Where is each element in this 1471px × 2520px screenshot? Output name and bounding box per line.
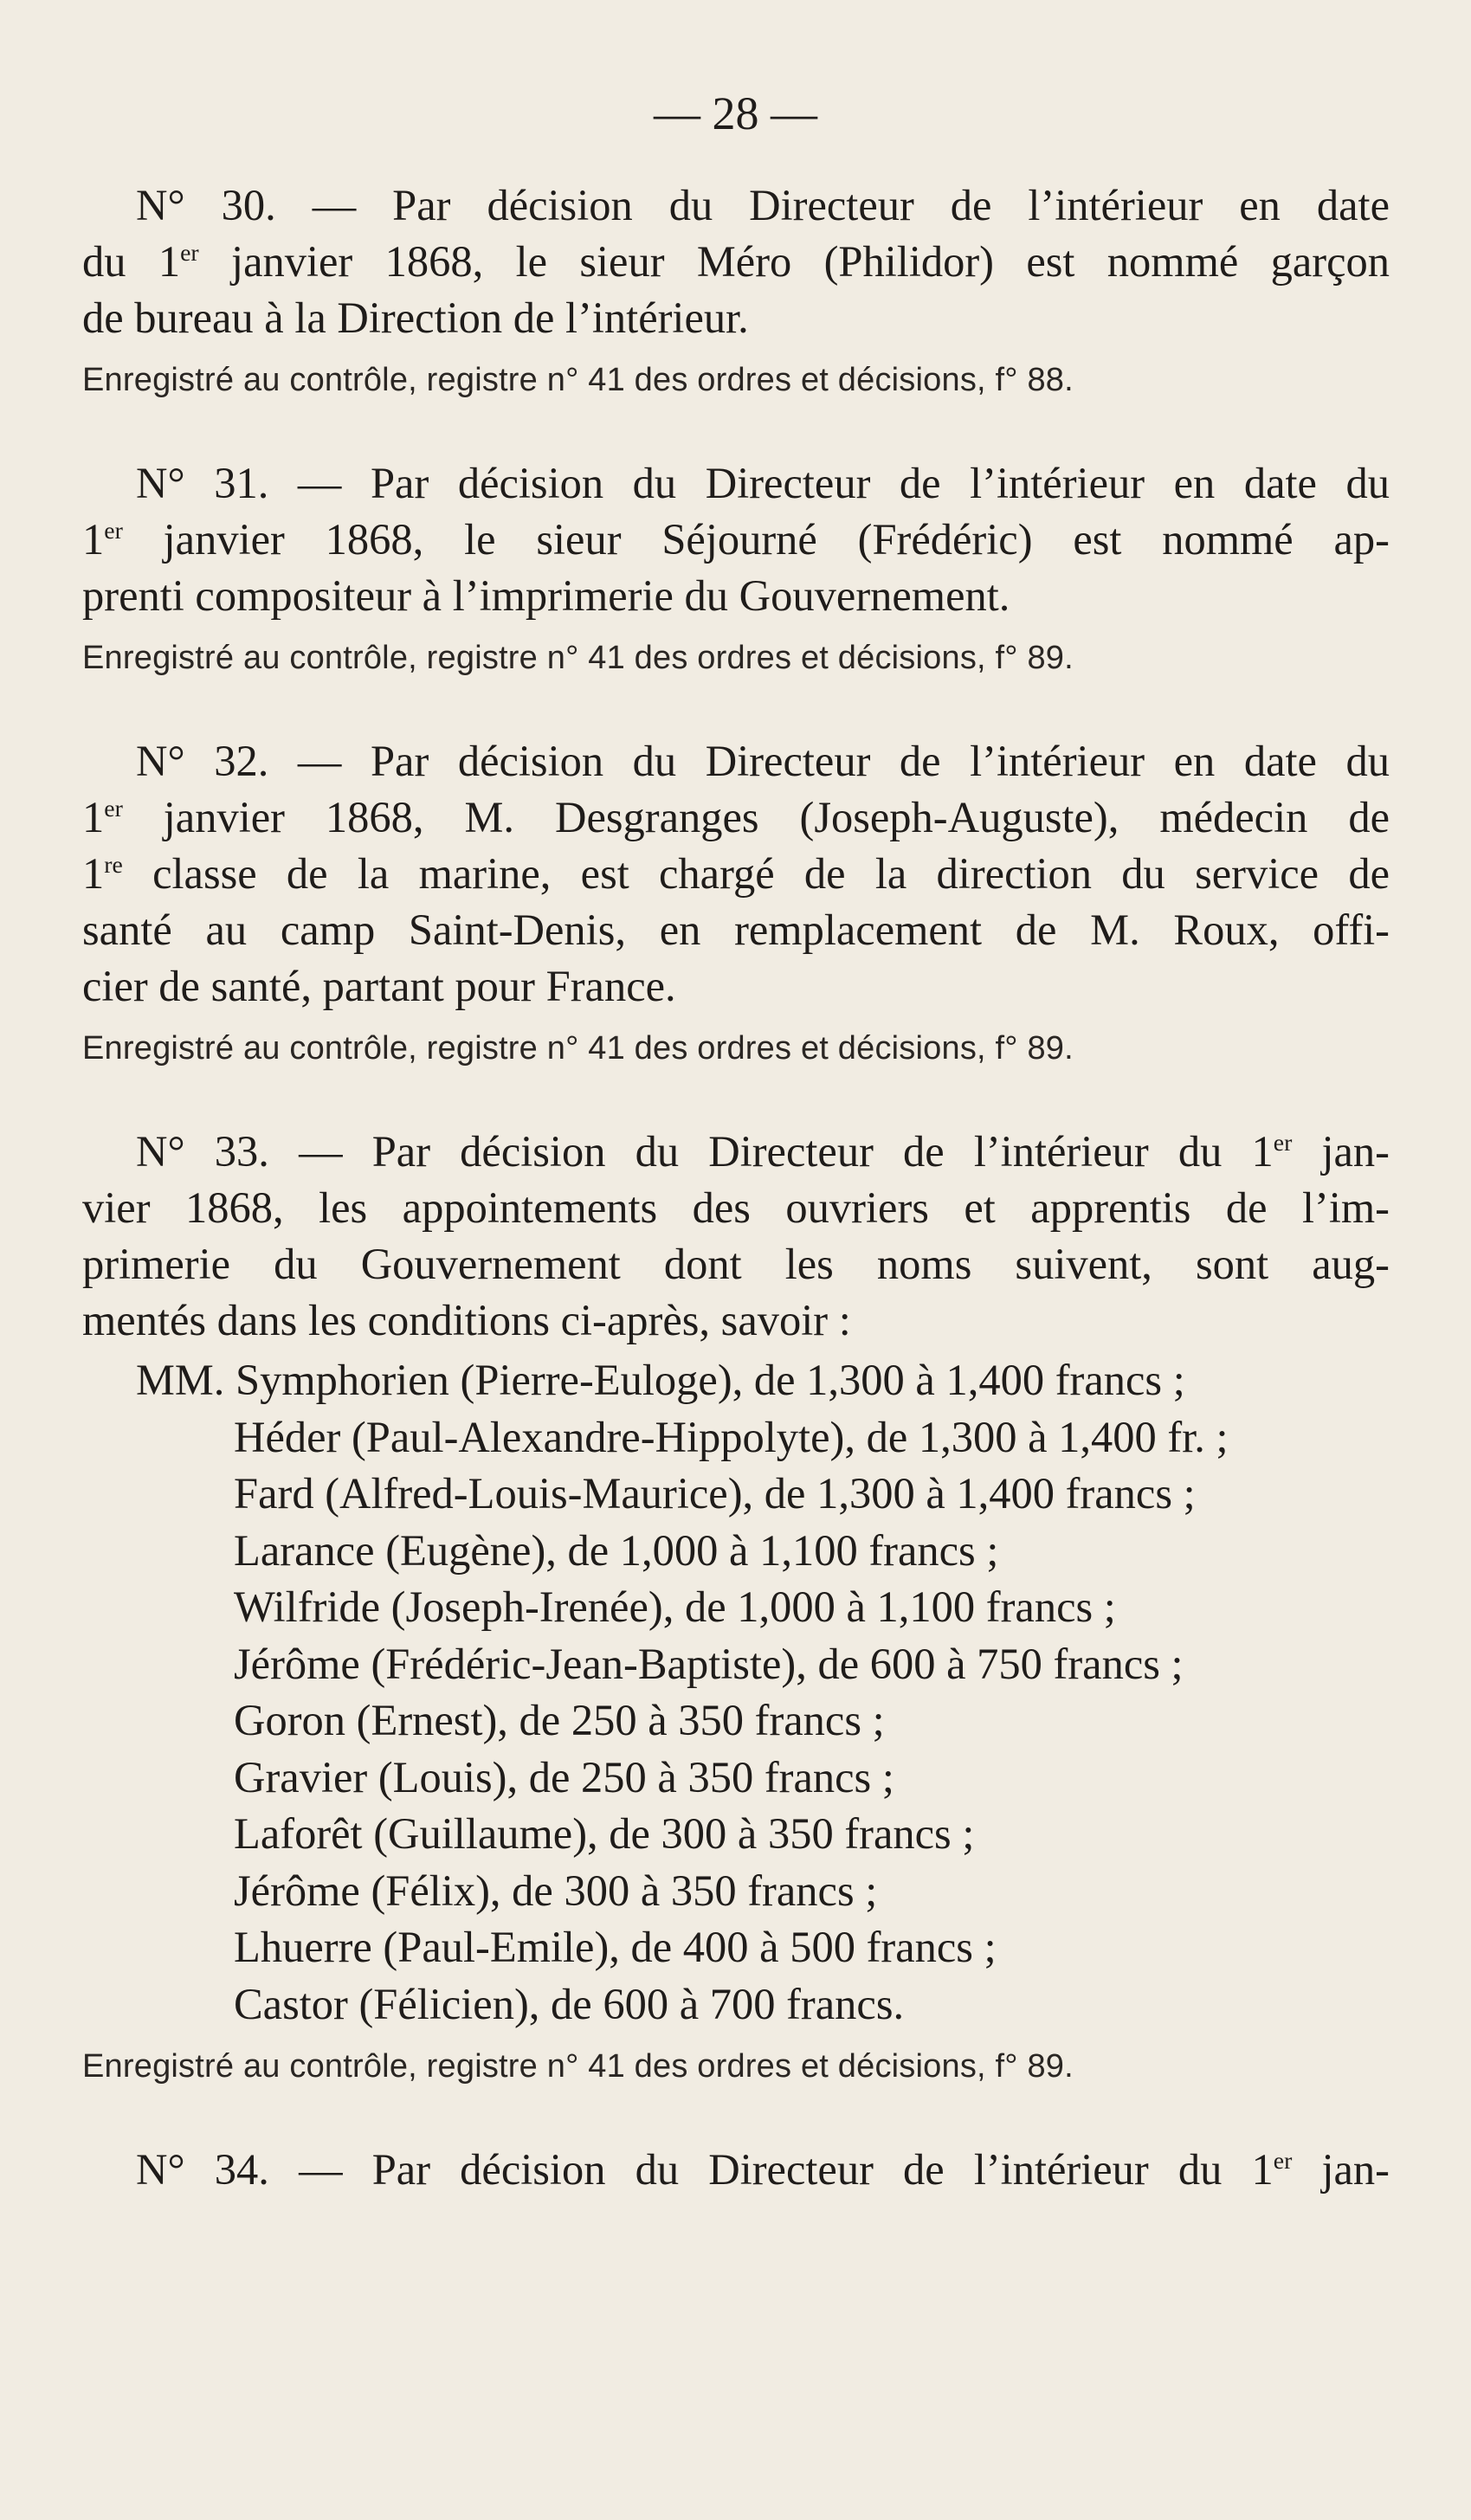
registration-note: Enregistré au contrôle, registre n° 41 des ordres et décisions, f° 89. (82, 2048, 1074, 2085)
text-line: N° 32. — Par décision du Directeur de l’intérieur en date du (136, 737, 1390, 785)
text-line: N° 31. — Par décision du Directeur de l’intérieur en date du (136, 459, 1390, 507)
entry-31 (82, 455, 1390, 680)
entry-paragraph (82, 2142, 1390, 2198)
list-item: MM. Symphorien (Pierre-Euloge), de 1,300 à 1,400 francs ; (136, 1356, 1185, 1404)
names-list (82, 1352, 1390, 2033)
text-line: prenti compositeur à l’imprimerie du Gouvernement. (82, 571, 1010, 620)
list-item: Héder (Paul-Alexandre-Hippolyte), de 1,300 à 1,400 fr. ; (234, 1412, 1229, 1461)
list-item: Larance (Eugène), de 1,000 à 1,100 francs ; (234, 1525, 999, 1575)
list-item: Jérôme (Félix), de 300 à 350 francs ; (234, 1866, 878, 1915)
text-line: santé au camp Saint-Denis, en remplacement de M. Roux, offi- (82, 906, 1390, 954)
text-line: 1er janvier 1868, le sieur Séjourné (Frédéric) est nommé ap- (82, 515, 1390, 564)
list-item: Laforêt (Guillaume), de 300 à 350 francs ; (234, 1809, 975, 1858)
entry-paragraph (82, 455, 1390, 624)
list-item: Gravier (Louis), de 250 à 350 francs ; (234, 1752, 894, 1801)
text-line: du 1er janvier 1868, le sieur Méro (Philidor) est nommé garçon (82, 237, 1390, 286)
list-item: Goron (Ernest), de 250 à 350 francs ; (234, 1696, 885, 1744)
registration-note: Enregistré au contrôle, registre n° 41 des ordres et décisions, f° 88. (82, 362, 1074, 398)
text-line: vier 1868, les appointements des ouvriers et apprentis de l’im- (82, 1183, 1390, 1232)
document-body (82, 177, 1390, 2252)
entry-paragraph (82, 1124, 1390, 1349)
text-line: de bureau à la Direction de l’intérieur. (82, 293, 749, 342)
list-item: Lhuerre (Paul-Emile), de 400 à 500 francs ; (234, 1923, 997, 1971)
text-line: 1er janvier 1868, M. Desgranges (Joseph-Auguste), médecin de (82, 793, 1390, 841)
page-number: — 28 — (654, 87, 817, 139)
list-item: Jérôme (Frédéric-Jean-Baptiste), de 600 à 750 francs ; (234, 1639, 1184, 1688)
text-line: N° 30. — Par décision du Directeur de l’intérieur en date (136, 181, 1390, 229)
list-item: Castor (Félicien), de 600 à 700 francs. (234, 1979, 905, 2028)
text-line: N° 34. — Par décision du Directeur de l’intérieur du 1er jan- (136, 2145, 1390, 2194)
text-line: mentés dans les conditions ci-après, savoir : (82, 1296, 851, 1344)
entry-paragraph (82, 177, 1390, 346)
entry-30 (82, 177, 1390, 402)
text-line: 1re classe de la marine, est chargé de la direction du service de (82, 849, 1390, 898)
registration-note: Enregistré au contrôle, registre n° 41 des ordres et décisions, f° 89. (82, 640, 1074, 676)
entry-33 (82, 1124, 1390, 2088)
list-item: Wilfride (Joseph-Irenée), de 1,000 à 1,100 francs ; (234, 1582, 1116, 1631)
entry-paragraph (82, 733, 1390, 1015)
entry-32 (82, 733, 1390, 1070)
entry-34 (82, 2142, 1390, 2198)
text-line: N° 33. — Par décision du Directeur de l’intérieur du 1er jan- (136, 1127, 1390, 1176)
registration-note: Enregistré au contrôle, registre n° 41 des ordres et décisions, f° 89. (82, 1030, 1074, 1067)
text-line: cier de santé, partant pour France. (82, 962, 676, 1010)
list-item: Fard (Alfred-Louis-Maurice), de 1,300 à 1,400 francs ; (234, 1469, 1196, 1518)
text-line: primerie du Gouvernement dont les noms suivent, sont aug- (82, 1240, 1390, 1288)
